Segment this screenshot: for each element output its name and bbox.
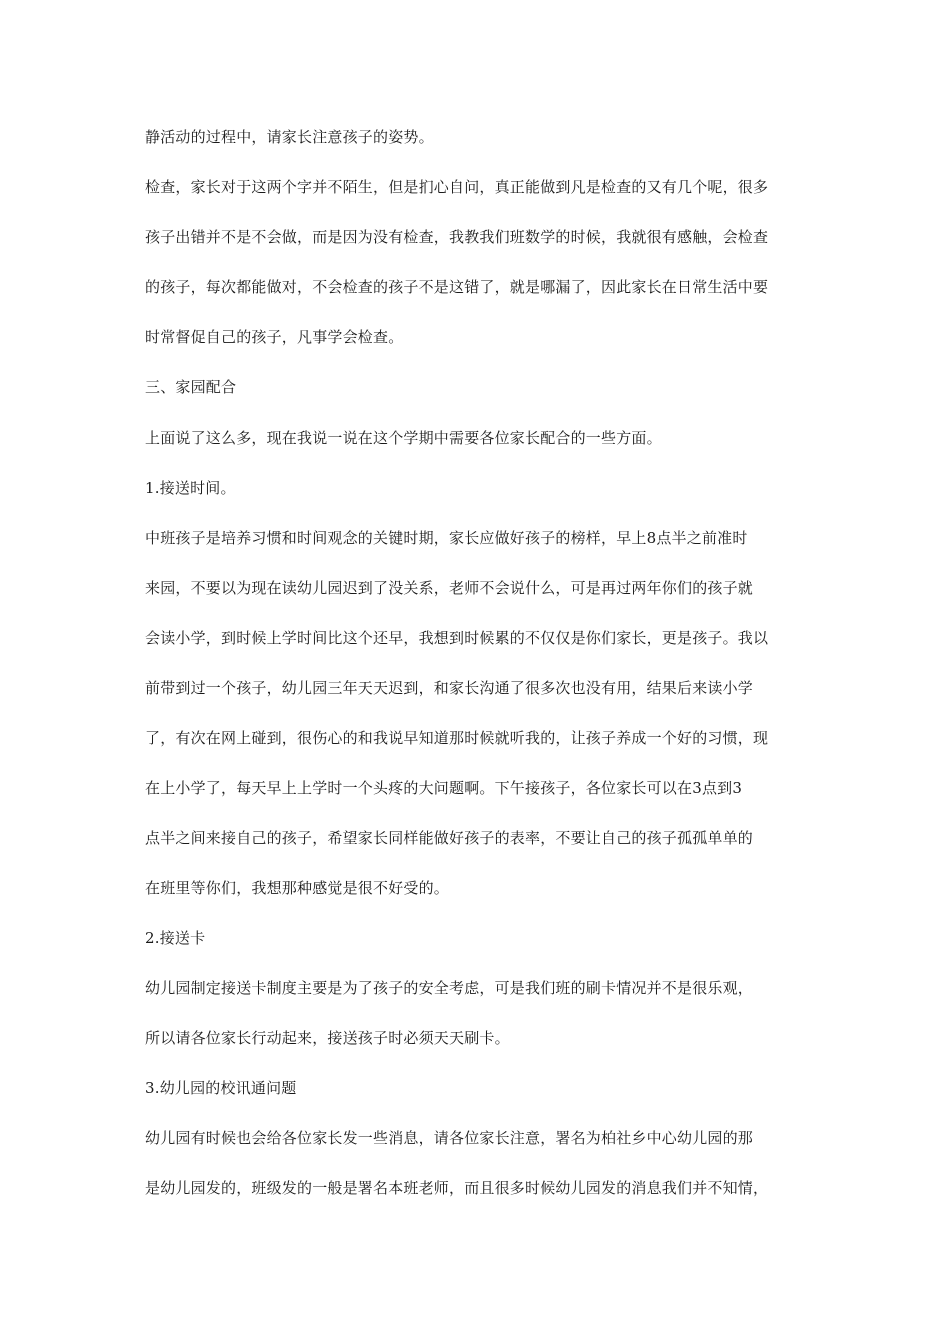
subsection-heading: 3.幼儿园的校讯通问题: [145, 1079, 297, 1097]
body-text-line: 上面说了这么多，现在我说一说在这个学期中需要各位家长配合的一些方面。: [145, 429, 662, 447]
body-text-line: 中班孩子是培养习惯和时间观念的关键时期，家长应做好孩子的榜样，早上8点半之前准时: [145, 529, 748, 547]
body-text-line: 来园，不要以为现在读幼儿园迟到了没关系，老师不会说什么，可是再过两年你们的孩子就: [145, 579, 754, 597]
subsection-heading: 1.接送时间。: [145, 479, 236, 497]
body-text-line: 检查，家长对于这两个字并不陌生，但是扪心自问，真正能做到凡是检查的又有几个呢，很多: [145, 178, 769, 196]
body-text-line: 前带到过一个孩子，幼儿园三年天天迟到，和家长沟通了很多次也没有用，结果后来读小学: [145, 679, 754, 697]
body-text-line: 的孩子，每次都能做对，不会检查的孩子不是这错了，就是哪漏了，因此家长在日常生活中要: [145, 278, 769, 296]
body-text-line: 是幼儿园发的，班级发的一般是署名本班老师，而且很多时候幼儿园发的消息我们并不知情，: [145, 1179, 769, 1197]
subsection-heading: 2.接送卡: [145, 929, 206, 947]
body-text-line: 时常督促自己的孩子，凡事学会检查。: [145, 328, 404, 346]
body-text-line: 所以请各位家长行动起来，接送孩子时必须天天刷卡。: [145, 1029, 510, 1047]
body-text-line: 了，有次在网上碰到，很伤心的和我说早知道那时候就听我的，让孩子养成一个好的习惯，现: [145, 729, 769, 747]
body-text-line: 孩子出错并不是不会做，而是因为没有检查，我教我们班数学的时候，我就很有感触，会检查: [145, 228, 769, 246]
body-text-line: 在班里等你们，我想那种感觉是很不好受的。: [145, 879, 450, 897]
body-text-line: 点半之间来接自己的孩子，希望家长同样能做好孩子的表率，不要让自己的孩子孤孤单单的: [145, 829, 754, 847]
body-text-line: 在上小学了，每天早上上学时一个头疼的大问题啊。下午接孩子，各位家长可以在3点到3: [145, 779, 743, 797]
body-text-line: 幼儿园有时候也会给各位家长发一些消息，请各位家长注意，署名为柏社乡中心幼儿园的那: [145, 1129, 754, 1147]
body-text-line: 幼儿园制定接送卡制度主要是为了孩子的安全考虑，可是我们班的刷卡情况并不是很乐观，: [145, 979, 754, 997]
body-text-line: 静活动的过程中，请家长注意孩子的姿势。: [145, 128, 434, 146]
section-heading: 三、家园配合: [145, 378, 237, 396]
body-text-line: 会读小学，到时候上学时间比这个还早，我想到时候累的不仅仅是你们家长，更是孩子。我以: [145, 629, 769, 647]
